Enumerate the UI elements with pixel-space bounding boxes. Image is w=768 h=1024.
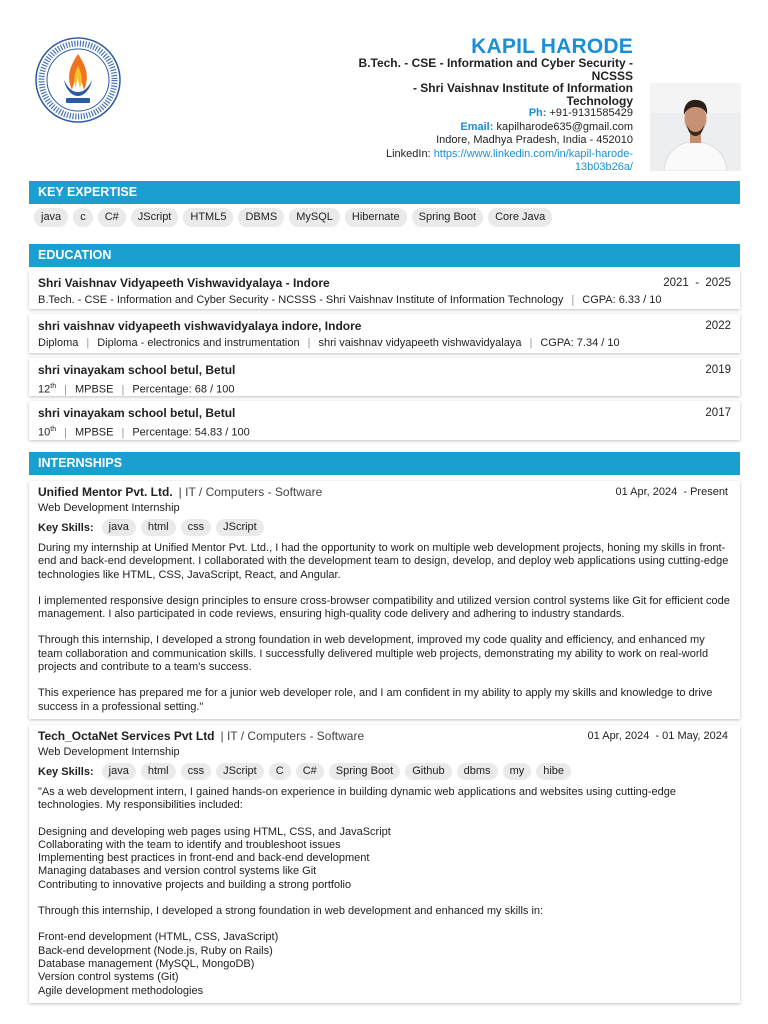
grade-suffix: th bbox=[50, 383, 57, 390]
responsibility-item: Contributing to innovative projects and building a strong portfolio bbox=[38, 878, 352, 891]
skill-pill: java bbox=[34, 208, 68, 227]
linkedin-link-cont[interactable]: 13b03b26a/ bbox=[574, 161, 633, 173]
skill-pill: css bbox=[181, 763, 212, 780]
skill-pill: MySQL bbox=[289, 208, 340, 227]
email-value[interactable]: kapilharode635@gmail.com bbox=[496, 120, 633, 133]
key-skills-label: Key Skills: bbox=[38, 765, 94, 778]
university-logo bbox=[34, 36, 122, 124]
internship-dates: 01 Apr, 2024 - 01 May, 2024 bbox=[587, 730, 728, 742]
skill-pill: html bbox=[141, 763, 176, 780]
skill-pill: java bbox=[102, 519, 136, 536]
education-level: Diploma bbox=[38, 337, 79, 349]
candidate-name: KAPIL HARODE bbox=[471, 35, 633, 58]
grade-suffix: th bbox=[50, 426, 57, 433]
learned-item: Version control systems (Git) bbox=[38, 971, 179, 984]
skill-pill: dbms bbox=[457, 763, 498, 780]
skill-pill: HTML5 bbox=[183, 208, 233, 227]
internship-role: Web Development Internship bbox=[38, 502, 180, 514]
company-industry: | IT / Computers - Software bbox=[178, 485, 323, 499]
internship-dates: 01 Apr, 2024 - Present bbox=[615, 486, 728, 498]
resume-header bbox=[303, 37, 633, 175]
linkedin-line bbox=[303, 148, 633, 162]
degree-line: B.Tech. - CSE - Information and Cyber Security - bbox=[358, 56, 633, 70]
company-name: Tech_OctaNet Services Pvt Ltd bbox=[38, 729, 215, 743]
company-industry: | IT / Computers - Software bbox=[220, 729, 365, 743]
skill-pill: JScript bbox=[131, 208, 179, 227]
phone-line bbox=[303, 107, 633, 121]
education-years: 2019 bbox=[705, 364, 731, 376]
skill-pill: Spring Boot bbox=[329, 763, 400, 780]
education-grade: 12 bbox=[38, 383, 51, 396]
education-score: CGPA: 6.33 / 10 bbox=[582, 294, 662, 306]
responsibility-item: Managing databases and version control systems like Git bbox=[38, 865, 317, 878]
company-name: Unified Mentor Pvt. Ltd. bbox=[38, 485, 173, 499]
skill-pill: C bbox=[269, 763, 291, 780]
skill-pill: my bbox=[503, 763, 532, 780]
education-detail: B.Tech. - CSE - Information and Cyber Security - NCSSS - Shri Vaishnav Institute of Information Technology bbox=[38, 294, 564, 306]
description-intro: "As a web development intern, I gained hands-on experience in building dynamic web applications and websites using cutting-edge technologies. My responsibilities included: bbox=[38, 786, 677, 812]
internship-entry bbox=[29, 481, 740, 719]
skill-pill: Hibernate bbox=[345, 208, 407, 227]
section-header-internships: INTERNSHIPS bbox=[29, 452, 740, 475]
education-entry: shri vaishnav vidyapeeth vishwavidyalaya indore, Indore 2022 Diploma | Diploma - electronics and instrumentation | shri vaishnav vidyapeeth vishwavidyalaya | CGPA: 7.34 / 10 bbox=[29, 314, 740, 353]
education-grade: 10 bbox=[38, 426, 51, 439]
internship-entry bbox=[29, 725, 740, 1003]
skill-pill: html bbox=[141, 519, 176, 536]
responsibility-item: Collaborating with the team to identify and troubleshoot issues bbox=[38, 838, 341, 851]
education-years: 2017 bbox=[705, 407, 731, 419]
description-paragraph: Through this internship, I developed a strong foundation in web development, improved my code quality and efficiency, and enhanced my team collaboration and communication skills. I successfully delivered multiple web projects, demonstrating my ability to work on real-world projects and contribute to a team's success. bbox=[38, 634, 709, 674]
degree-line: NCSSS bbox=[591, 68, 633, 83]
description-paragraph: This experience has prepared me for a junior web developer role, and I am confident in my ability to apply my skills and knowledge to drive success in a professional setting." bbox=[38, 687, 713, 713]
email-label: Email: bbox=[460, 120, 494, 133]
education-score: Percentage: 54.83 / 100 bbox=[132, 426, 250, 439]
skill-pill: C# bbox=[296, 763, 324, 780]
degree-line: Technology bbox=[566, 93, 633, 108]
education-years: 2022 bbox=[705, 320, 731, 332]
phone-value: +91-9131585429 bbox=[549, 107, 633, 119]
education-detail: Diploma - electronics and instrumentation bbox=[97, 337, 300, 349]
school-name: shri vaishnav vidyapeeth vishwavidyalaya indore, Indore bbox=[38, 319, 362, 333]
degree-line: - Shri Vaishnav Institute of Information bbox=[412, 81, 633, 95]
education-entry: shri vinayakam school betul, Betul 2019 12th | MPBSE | Percentage: 68 / 100 bbox=[29, 358, 740, 396]
key-skills-label: Key Skills: bbox=[38, 521, 94, 534]
skill-pill: c bbox=[73, 208, 93, 227]
education-entry: shri vinayakam school betul, Betul 2017 10th | MPBSE | Percentage: 54.83 / 100 bbox=[29, 401, 740, 440]
skill-pill: Spring Boot bbox=[412, 208, 483, 227]
learned-item: Back-end development (Node.js, Ruby on Rails) bbox=[38, 944, 273, 957]
skill-pill: Core Java bbox=[488, 208, 552, 227]
education-years: 2021 - 2025 bbox=[663, 277, 731, 289]
responsibility-item: Designing and developing web pages using HTML, CSS, and JavaScript bbox=[38, 825, 391, 838]
learned-item: Agile development methodologies bbox=[38, 984, 204, 997]
skill-pill: css bbox=[181, 519, 212, 536]
expertise-list bbox=[34, 208, 552, 227]
skill-pill: java bbox=[102, 763, 136, 780]
linkedin-label: LinkedIn: bbox=[385, 147, 431, 160]
education-score: CGPA: 7.34 / 10 bbox=[540, 337, 620, 349]
learned-item: Front-end development (HTML, CSS, JavaScript) bbox=[38, 931, 279, 944]
linkedin-link[interactable]: https://www.linkedin.com/in/kapil-harode- bbox=[433, 147, 633, 160]
skill-pill: hibe bbox=[536, 763, 571, 780]
location: Indore, Madhya Pradesh, India - 452010 bbox=[436, 134, 633, 146]
section-header-expertise: KEY EXPERTISE bbox=[29, 181, 740, 204]
description-outro: Through this internship, I developed a strong foundation in web development and enhanced my skills in: bbox=[38, 905, 544, 918]
section-header-education: EDUCATION bbox=[29, 244, 740, 267]
skill-pill: JScript bbox=[216, 519, 264, 536]
description-paragraph: I implemented responsive design principles to ensure cross-browser compatibility and utilized version control systems like Git for efficient code management. I also participated in code reviews, ensuring high-quality code delivery and adhering to industry standards. bbox=[38, 594, 730, 621]
skill-pill: JScript bbox=[216, 763, 264, 780]
skill-pill: DBMS bbox=[238, 208, 284, 227]
profile-photo bbox=[650, 83, 741, 171]
responsibility-item: Implementing best practices in front-end and back-end development bbox=[38, 852, 370, 865]
education-entry: Shri Vaishnav Vidyapeeth Vishwavidyalaya - Indore 2021 - 2025 B.Tech. - CSE - Information and Cyber Security - NCSSS - Shri Vaishnav Institute of Information Technology | CGPA: 6.33 / 10 bbox=[29, 271, 740, 309]
education-board: MPBSE bbox=[74, 426, 114, 439]
phone-label: Ph: bbox=[528, 107, 547, 119]
learned-item: Database management (MySQL, MongoDB) bbox=[38, 957, 255, 970]
school-name: Shri Vaishnav Vidyapeeth Vishwavidyalaya - Indore bbox=[38, 276, 330, 290]
education-institute: shri vaishnav vidyapeeth vishwavidyalaya bbox=[318, 337, 522, 349]
key-skills bbox=[38, 519, 731, 536]
email-line bbox=[303, 121, 633, 135]
skill-pill: Github bbox=[405, 763, 451, 780]
education-board: MPBSE bbox=[74, 383, 114, 396]
key-skills bbox=[38, 763, 731, 780]
school-name: shri vinayakam school betul, Betul bbox=[38, 363, 236, 377]
skill-pill: C# bbox=[98, 208, 126, 227]
linkedin-line-2 bbox=[303, 161, 633, 175]
description-paragraph: During my internship at Unified Mentor Pvt. Ltd., I had the opportunity to work on multiple web development projects, honing my skills in front-end and back-end development. I collaborated with the development team to design, develop, and deploy web applications using cutting-edge technologies like HTML, CSS, JavaScript, React, and Angular. bbox=[38, 542, 729, 581]
school-name: shri vinayakam school betul, Betul bbox=[38, 406, 236, 420]
internship-role: Web Development Internship bbox=[38, 746, 180, 758]
education-score: Percentage: 68 / 100 bbox=[132, 383, 235, 396]
